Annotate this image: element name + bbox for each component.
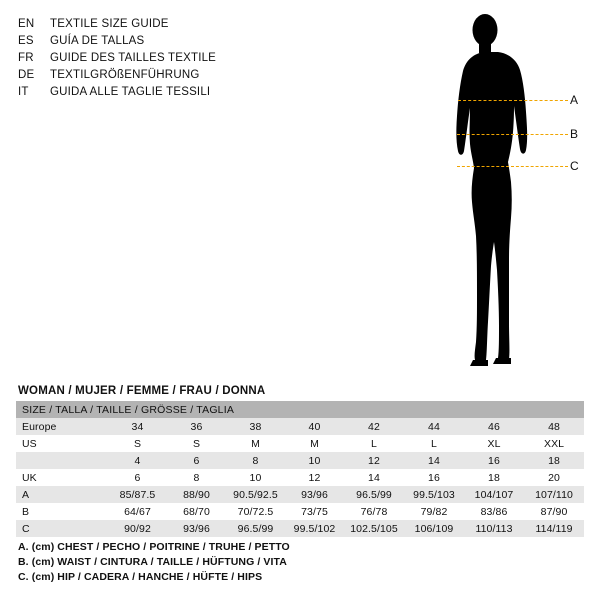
size-table-section xyxy=(16,385,584,537)
language-legend xyxy=(18,16,318,101)
body-figure xyxy=(430,8,590,373)
cell-usnum-5: 14 xyxy=(404,452,464,469)
table-row xyxy=(16,435,584,452)
cell-uk-1: 8 xyxy=(167,469,226,486)
cell-us-0: S xyxy=(108,435,167,452)
cell-europe-7: 48 xyxy=(524,418,584,435)
cell-europe-6: 46 xyxy=(464,418,524,435)
legend-code-en: EN xyxy=(18,18,35,30)
cell-b-2: 70/72.5 xyxy=(226,503,285,520)
cell-uk-3: 12 xyxy=(285,469,344,486)
guide-label-b: B xyxy=(570,127,579,141)
table-header-label: SIZE / TALLA / TAILLE / GRÖSSE / TAGLIA xyxy=(16,401,584,418)
row-label-europe: Europe xyxy=(16,418,108,435)
cell-a-3: 93/96 xyxy=(285,486,344,503)
cell-uk-7: 20 xyxy=(524,469,584,486)
cell-usnum-4: 12 xyxy=(344,452,404,469)
cell-usnum-2: 8 xyxy=(226,452,285,469)
guide-label-c: C xyxy=(570,159,579,173)
legend-code-de: DE xyxy=(18,69,35,81)
cell-us-6: XL xyxy=(464,435,524,452)
cell-c-4: 102.5/105 xyxy=(344,520,404,537)
guide-line-a xyxy=(458,100,568,102)
cell-b-6: 83/86 xyxy=(464,503,524,520)
legend-row-de xyxy=(18,67,318,84)
cell-a-7: 107/110 xyxy=(524,486,584,503)
cell-us-7: XXL xyxy=(524,435,584,452)
legend-row-es xyxy=(18,33,318,50)
footnote-a: A. (cm) CHEST / PECHO / POITRINE / TRUHE / PETTO xyxy=(18,541,290,553)
cell-b-5: 79/82 xyxy=(404,503,464,520)
table-row xyxy=(16,503,584,520)
cell-a-0: 85/87.5 xyxy=(108,486,167,503)
cell-c-7: 114/119 xyxy=(524,520,584,537)
table-row xyxy=(16,469,584,486)
cell-c-6: 110/113 xyxy=(464,520,524,537)
cell-b-3: 73/75 xyxy=(285,503,344,520)
cell-usnum-3: 10 xyxy=(285,452,344,469)
cell-a-5: 99.5/103 xyxy=(404,486,464,503)
legend-code-es: ES xyxy=(18,35,34,47)
table-row xyxy=(16,486,584,503)
cell-europe-3: 40 xyxy=(285,418,344,435)
cell-c-0: 90/92 xyxy=(108,520,167,537)
cell-us-1: S xyxy=(167,435,226,452)
cell-us-3: M xyxy=(285,435,344,452)
legend-text-en: TEXTILE SIZE GUIDE xyxy=(50,18,169,30)
table-caption: WOMAN / MUJER / FEMME / FRAU / DONNA xyxy=(18,385,266,397)
row-label-c: C xyxy=(16,520,108,537)
legend-text-es: GUÍA DE TALLAS xyxy=(50,35,145,47)
legend-row-it xyxy=(18,84,318,101)
row-label-us: US xyxy=(16,435,108,452)
table-header-row xyxy=(16,401,584,418)
cell-b-4: 76/78 xyxy=(344,503,404,520)
footnote-c: C. (cm) HIP / CADERA / HANCHE / HÜFTE / HIPS xyxy=(18,571,263,583)
cell-usnum-0: 4 xyxy=(108,452,167,469)
cell-uk-6: 18 xyxy=(464,469,524,486)
row-label-us-numeric xyxy=(16,452,108,469)
legend-code-it: IT xyxy=(18,86,29,98)
cell-europe-4: 42 xyxy=(344,418,404,435)
cell-c-3: 99.5/102 xyxy=(285,520,344,537)
row-label-a: A xyxy=(16,486,108,503)
cell-europe-1: 36 xyxy=(167,418,226,435)
cell-europe-2: 38 xyxy=(226,418,285,435)
cell-b-0: 64/67 xyxy=(108,503,167,520)
cell-b-1: 68/70 xyxy=(167,503,226,520)
size-table xyxy=(16,401,584,537)
table-row xyxy=(16,520,584,537)
legend-text-it: GUIDA ALLE TAGLIE TESSILI xyxy=(50,86,211,98)
cell-uk-2: 10 xyxy=(226,469,285,486)
cell-usnum-1: 6 xyxy=(167,452,226,469)
cell-europe-5: 44 xyxy=(404,418,464,435)
cell-europe-0: 34 xyxy=(108,418,167,435)
cell-usnum-7: 18 xyxy=(524,452,584,469)
cell-us-5: L xyxy=(404,435,464,452)
table-row xyxy=(16,418,584,435)
cell-usnum-6: 16 xyxy=(464,452,524,469)
cell-a-4: 96.5/99 xyxy=(344,486,404,503)
legend-text-fr: GUIDE DES TAILLES TEXTILE xyxy=(50,52,217,64)
guide-line-c xyxy=(457,166,568,168)
cell-uk-5: 16 xyxy=(404,469,464,486)
cell-uk-0: 6 xyxy=(108,469,167,486)
cell-b-7: 87/90 xyxy=(524,503,584,520)
legend-row-en xyxy=(18,16,318,33)
legend-code-fr: FR xyxy=(18,52,34,64)
row-label-uk: UK xyxy=(16,469,108,486)
cell-c-1: 93/96 xyxy=(167,520,226,537)
footnote-b: B. (cm) WAIST / CINTURA / TAILLE / HÜFTUNG / VITA xyxy=(18,556,287,568)
table-row xyxy=(16,452,584,469)
guide-line-b xyxy=(457,134,568,136)
measurement-footnotes xyxy=(18,540,578,585)
cell-c-2: 96.5/99 xyxy=(226,520,285,537)
legend-text-de: TEXTILGRÖßENFÜHRUNG xyxy=(50,69,200,81)
cell-a-2: 90.5/92.5 xyxy=(226,486,285,503)
woman-silhouette-icon xyxy=(430,8,590,373)
row-label-b: B xyxy=(16,503,108,520)
guide-label-a: A xyxy=(570,93,579,107)
cell-a-6: 104/107 xyxy=(464,486,524,503)
cell-a-1: 88/90 xyxy=(167,486,226,503)
cell-us-4: L xyxy=(344,435,404,452)
cell-us-2: M xyxy=(226,435,285,452)
cell-uk-4: 14 xyxy=(344,469,404,486)
legend-row-fr xyxy=(18,50,318,67)
cell-c-5: 106/109 xyxy=(404,520,464,537)
